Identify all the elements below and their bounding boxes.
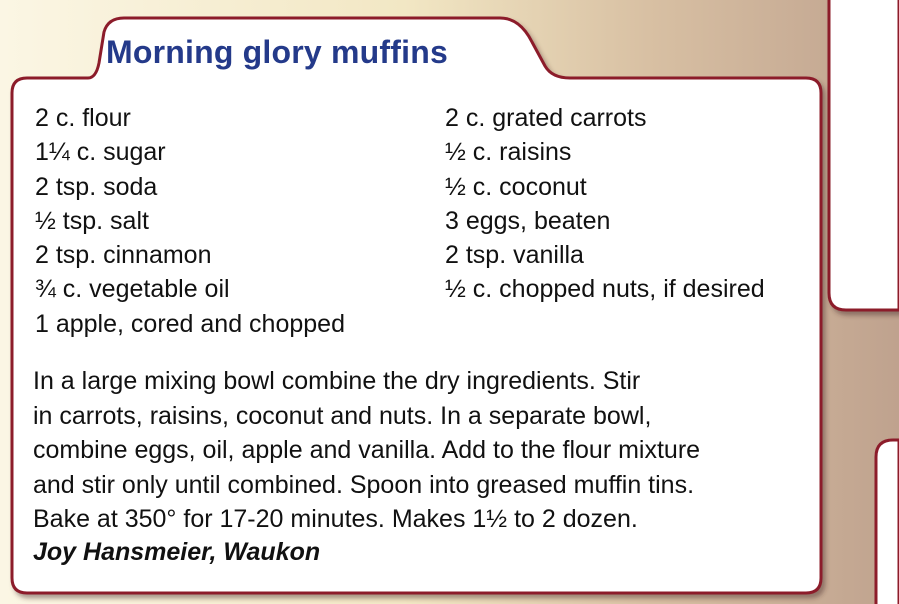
recipe-title: Morning glory muffins bbox=[106, 34, 448, 70]
directions-line: Bake at 350° for 17-20 minutes. Makes 1½ to 2 dozen. bbox=[33, 505, 638, 533]
back-card-lower bbox=[876, 440, 899, 604]
directions-line: and stir only until combined. Spoon into greased muffin tins. bbox=[33, 470, 695, 499]
recipe-author: Joy Hansmeier, Waukon bbox=[33, 538, 321, 566]
directions-line: in carrots, raisins, coconut and nuts. In a separate bowl, bbox=[33, 401, 652, 430]
ingredient-item: ½ c. chopped nuts, if desired bbox=[445, 275, 765, 304]
ingredient-item: ¾ c. vegetable oil bbox=[35, 275, 230, 304]
ingredient-item: 2 tsp. vanilla bbox=[445, 241, 584, 270]
ingredients-right-column bbox=[445, 101, 765, 307]
recipe-directions bbox=[33, 364, 833, 537]
ingredient-item: 3 eggs, beaten bbox=[445, 206, 611, 235]
ingredient-item: 2 tsp. soda bbox=[35, 172, 158, 201]
ingredient-item: 2 tsp. cinnamon bbox=[35, 241, 212, 270]
ingredient-item: 2 c. flour bbox=[35, 104, 131, 132]
ingredient-item: ½ c. raisins bbox=[445, 138, 572, 167]
ingredient-item: 1¼ c. sugar bbox=[35, 138, 166, 167]
ingredient-item: 2 c. grated carrots bbox=[445, 104, 647, 132]
ingredient-item: ½ tsp. salt bbox=[35, 206, 149, 235]
directions-line: In a large mixing bowl combine the dry ingredients. Stir bbox=[33, 367, 641, 395]
directions-line: combine eggs, oil, apple and vanilla. Add to the flour mixture bbox=[33, 436, 701, 464]
ingredients-left-column bbox=[35, 101, 345, 341]
ingredient-item: 1 apple, cored and chopped bbox=[35, 309, 345, 338]
ingredient-item: ½ c. coconut bbox=[445, 172, 587, 201]
back-card-upper bbox=[829, 0, 899, 310]
